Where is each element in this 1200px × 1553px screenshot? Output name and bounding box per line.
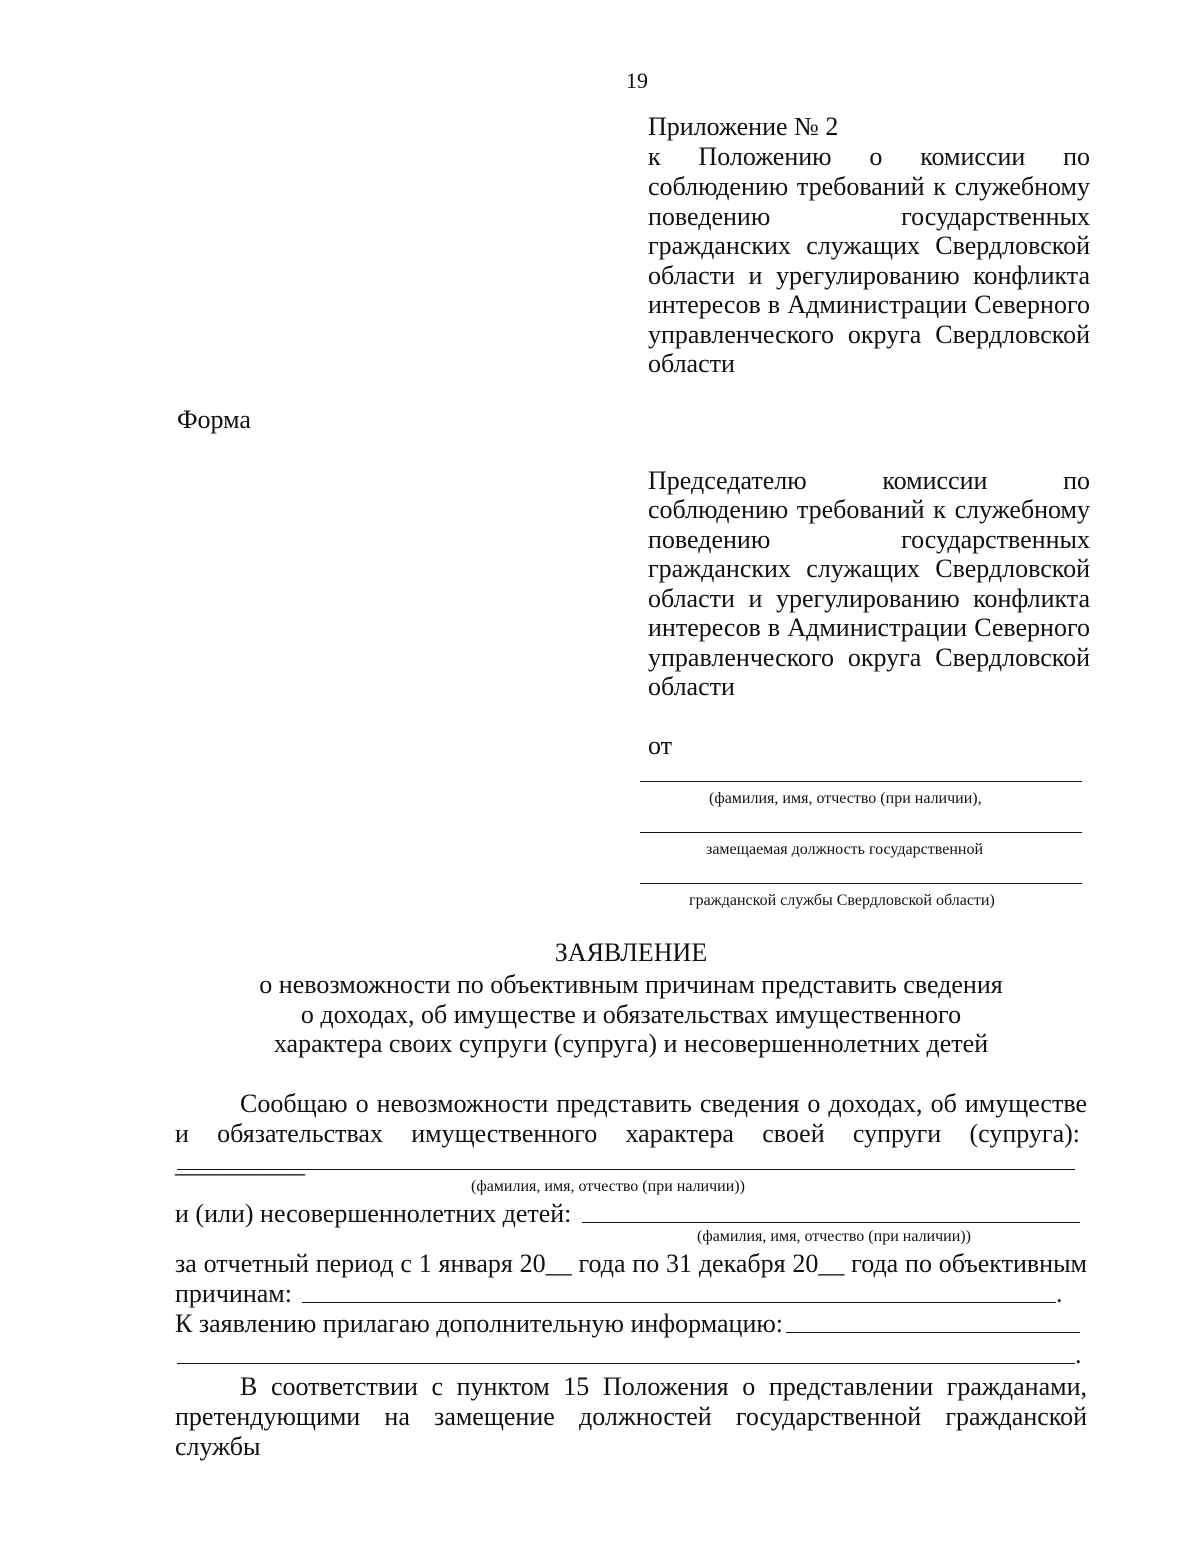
- children-label: и (или) несовершеннолетних детей:: [175, 1199, 572, 1228]
- appendix-line: интересов в Администрации Северного: [648, 290, 1090, 319]
- addressee-line: соблюдению требований к служебному: [648, 495, 1090, 524]
- appendix-line: к Положению о комиссии по: [648, 142, 1090, 171]
- page-number: 19: [626, 68, 648, 93]
- attachment-fill-line-2[interactable]: [177, 1363, 1075, 1364]
- reasons-fill-line[interactable]: [302, 1302, 1056, 1303]
- appendix-line: области: [648, 349, 735, 378]
- statement-subtitle: о доходах, об имуществе и обязательствах имущественного: [300, 1000, 962, 1029]
- attachment-label: К заявлению прилагаю дополнительную информацию:: [175, 1309, 784, 1338]
- appendix-line: области и урегулированию конфликта: [648, 261, 1090, 290]
- addressee-line: области: [648, 672, 735, 701]
- addressee-line: Председателю комиссии по: [648, 466, 1090, 495]
- addressee-line: поведению государственных: [648, 525, 1090, 554]
- attachment-period: .: [1075, 1340, 1082, 1369]
- from-label: от: [648, 731, 673, 760]
- children-caption: (фамилия, имя, отчество (при наличии)): [697, 1228, 971, 1245]
- statement-title: ЗАЯВЛЕНИЕ: [554, 938, 708, 967]
- reasons-period: .: [1056, 1279, 1063, 1308]
- appendix-line: соблюдению требований к служебному: [648, 172, 1090, 201]
- paragraph-line: Сообщаю о невозможности представить сведения о доходах, об имуществе: [240, 1089, 1087, 1118]
- appendix-line: управленческого округа Свердловской: [648, 320, 1090, 349]
- children-fill-line[interactable]: [582, 1222, 1080, 1223]
- appendix-line: гражданских служащих Свердловской: [648, 231, 1090, 260]
- statement-subtitle: характера своих супруги (супруга) и несовершеннолетних детей: [273, 1029, 989, 1058]
- statement-subtitle: о невозможности по объективным причинам представить сведения: [259, 970, 1003, 999]
- position-caption: замещаемая должность государственной: [706, 841, 983, 858]
- attachment-fill-line[interactable]: [786, 1332, 1080, 1333]
- spouse-caption: (фамилия, имя, отчество (при наличии)): [471, 1178, 745, 1195]
- appendix-line: поведению государственных: [648, 202, 1090, 231]
- form-label: Форма: [177, 405, 251, 434]
- addressee-line: области и урегулированию конфликта: [648, 584, 1090, 613]
- service-fill-line[interactable]: [640, 883, 1082, 884]
- period-line: за отчетный период с 1 января 20__ года по 31 декабря 20__ года по объективным: [175, 1249, 1087, 1278]
- paragraph-line: и обязательствах имущественного характера своей супруги (супруга): __________: [175, 1119, 1080, 1178]
- paragraph-line: претендующими на замещение должностей государственной гражданской службы: [175, 1402, 1087, 1461]
- reasons-label: причинам:: [175, 1279, 292, 1308]
- addressee-line: гражданских служащих Свердловской: [648, 554, 1090, 583]
- name-caption: (фамилия, имя, отчество (при наличии),: [709, 790, 982, 807]
- addressee-line: интересов в Администрации Северного: [648, 613, 1090, 642]
- appendix-title: Приложение № 2: [648, 112, 839, 141]
- position-fill-line[interactable]: [640, 832, 1082, 833]
- paragraph-line: В соответствии с пунктом 15 Положения о представлении гражданами,: [240, 1372, 1087, 1401]
- addressee-line: управленческого округа Свердловской: [648, 643, 1090, 672]
- name-fill-line[interactable]: [640, 781, 1082, 782]
- service-caption: гражданской службы Свердловской области): [689, 892, 995, 909]
- spouse-fill-line[interactable]: [177, 1169, 1075, 1170]
